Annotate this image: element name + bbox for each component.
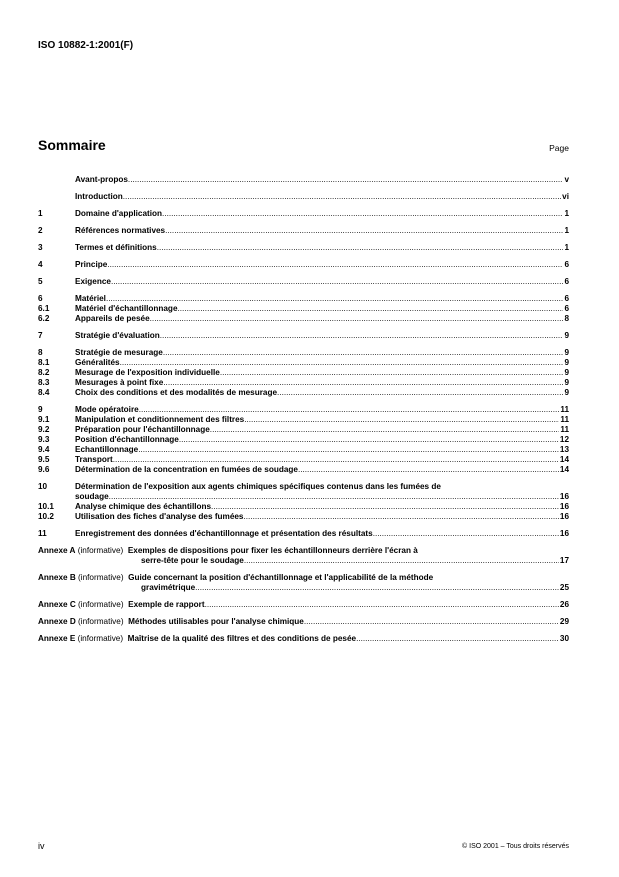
toc-entry-page: 26 [559,600,569,609]
annex-label: Annexe B [38,573,76,582]
toc-entry-page: 17 [559,556,569,565]
toc-leader-dots [113,455,559,465]
toc-entry-10-line2[interactable] [38,492,569,502]
toc-entry[interactable] [38,260,569,270]
toc-entry-title: Détermination de la concentration en fumées de soudage [75,465,298,474]
toc-entry-title: Utilisation des fiches d'analyse des fumées [75,512,244,521]
toc-entry-page: 11 [560,415,569,424]
annex-label: Annexe C [38,600,76,609]
toc-leader-dots [244,512,559,522]
toc-entry-page: 9 [564,348,569,357]
toc-entry-number: 3 [38,243,43,252]
toc-group [38,331,569,341]
toc-entry-title-cont: soudage [75,492,109,501]
toc-entry-page: 29 [559,617,569,626]
toc-entry[interactable] [38,378,569,388]
toc-entry-title: Matériel [75,294,106,303]
toc-entry-number: 8.1 [38,358,50,367]
toc-entry-title: Exigence [75,277,111,286]
toc-entry-page: 9 [564,331,569,340]
toc-annex-line2[interactable] [38,583,569,593]
toc-annex-entry[interactable] [38,600,569,610]
toc-leader-dots [277,388,563,398]
toc-entry-page: 14 [559,465,569,474]
toc-leader-dots [165,226,563,236]
toc-leader-dots [111,277,563,287]
toc-leader-dots [205,600,559,610]
annex-label: Annexe A [38,546,76,555]
toc-entry[interactable] [38,348,569,358]
toc-entry-page: 6 [564,260,569,269]
toc-entry[interactable] [38,294,569,304]
toc-annex-line1 [38,573,569,583]
toc-entry-number: 5 [38,277,43,286]
toc-entry-number: 11 [38,529,47,538]
toc-entry-title: Transport [75,455,113,464]
toc-entry-page: 11 [560,425,569,434]
toc-entry[interactable] [38,445,569,455]
toc-leader-dots [211,502,559,512]
toc-entry[interactable] [38,243,569,253]
toc-entry-number: 2 [38,226,43,235]
annex-kind: (informative) [77,546,124,555]
toc-entry-page: 9 [564,368,569,377]
toc-leader-dots [106,294,563,304]
toc-leader-dots [120,358,564,368]
toc-entry[interactable] [38,304,569,314]
toc-group-annex [38,634,569,644]
toc-entry-number: 8 [38,348,43,357]
annex-kind: (informative) [78,617,124,626]
toc-entry-number: 9.1 [38,415,50,424]
toc-leader-dots [128,175,564,185]
annex-title: Exemple de rapport [128,600,205,609]
toc-entry-page: 9 [564,388,569,397]
toc-entry-page: 13 [559,445,569,454]
toc-leader-dots [373,529,559,539]
toc-entry-page: 9 [564,358,569,367]
annex-kind: (informative) [78,600,124,609]
toc-entry-title: Termes et définitions [75,243,157,252]
toc-group [38,209,569,219]
toc-entry-number: 6.2 [38,314,50,323]
toc-entry-number: 9.4 [38,445,50,454]
toc-entry-number: 4 [38,260,43,269]
toc-entry-page: 16 [559,502,569,511]
table-of-contents [38,175,569,651]
annex-label: Annexe D [38,617,76,626]
toc-leader-dots [244,415,559,425]
toc-group [38,243,569,253]
toc-entry-page: v [564,175,569,184]
toc-entry-number: 8.2 [38,368,50,377]
toc-leader-dots [138,445,559,455]
annex-title: Exemples de dispositions pour fixer les échantillonneurs derrière l'écran à [127,546,418,555]
annex-title: Guide concernant la position d'échantillonnage et l'applicabilité de la méthode [128,573,434,582]
annex-kind: (informative) [77,634,124,643]
toc-group-annex [38,600,569,610]
toc-entry[interactable] [38,175,569,185]
toc-entry[interactable] [38,435,569,445]
toc-entry-title: Mesurage de l'exposition individuelle [75,368,220,377]
toc-leader-dots [162,209,563,219]
toc-group-annex [38,546,569,566]
toc-group [38,405,569,475]
toc-entry-title: Références normatives [75,226,166,235]
toc-entry-number: 10 [38,482,48,491]
toc-entry-title: Analyse chimique des échantillons [75,502,212,511]
toc-entry-title: Domaine d'application [75,209,163,218]
toc-entry[interactable] [38,415,569,425]
toc-entry[interactable] [38,331,569,341]
toc-title: Sommaire [38,137,106,153]
toc-leader-dots [109,492,559,502]
toc-entry[interactable] [38,226,569,236]
toc-entry-title: Choix des conditions et des modalités de mesurage [75,388,278,397]
toc-entry[interactable] [38,192,569,202]
toc-entry-title: Détermination de l'exposition aux agents chimiques spécifiques contenus dans les fumées de [75,482,441,491]
toc-entry-title: Enregistrement des données d'échantillonnage et présentation des résultats [75,529,373,538]
toc-entry-number: 9 [38,405,43,414]
toc-entry[interactable] [38,368,569,378]
toc-entry-page: 6 [564,294,569,303]
toc-leader-dots [210,425,560,435]
toc-entry-title: Stratégie de mesurage [75,348,163,357]
toc-entry[interactable] [38,529,569,539]
toc-entry-page: 1 [564,243,569,252]
footer-page-number: iv [38,841,45,851]
toc-entry-page: 16 [559,492,569,501]
toc-entry-title: Principe [75,260,108,269]
document-id: ISO 10882-1:2001(F) [38,40,134,51]
toc-entry[interactable] [38,405,569,415]
toc-leader-dots [220,368,564,378]
toc-entry-title: Généralités [75,358,120,367]
toc-entry-number: 1 [38,209,43,218]
toc-entry[interactable] [38,425,569,435]
toc-entry-page: 14 [559,455,569,464]
toc-entry-title: Echantillonnage [75,445,139,454]
annex-kind: (informative) [78,573,124,582]
toc-entry-page: 11 [560,405,569,414]
toc-entry-title: Position d'échantillonnage [75,435,179,444]
toc-entry-title: Introduction [75,192,123,201]
toc-leader-dots [160,331,564,341]
toc-leader-dots [163,378,563,388]
toc-entry-number: 9.6 [38,465,50,474]
toc-entry-title: Préparation pour l'échantillonnage [75,425,210,434]
footer-copyright: © ISO 2001 – Tous droits réservés [462,843,569,850]
toc-leader-dots [356,634,559,644]
toc-group-section-10 [38,482,569,522]
toc-annex-line1 [38,546,569,556]
toc-group [38,192,569,202]
toc-entry-number: 6 [38,294,43,303]
toc-leader-dots [107,260,563,270]
toc-entry-number: 8.3 [38,378,50,387]
toc-entry[interactable] [38,358,569,368]
page-column-label: Page [549,143,569,153]
toc-annex-entry[interactable] [38,617,569,627]
toc-annex-line2[interactable] [38,556,569,566]
toc-leader-dots [139,405,560,415]
annex-title-cont: serre-tête pour le soudage [141,556,244,565]
toc-entry-page: 1 [564,226,569,235]
toc-entry-number: 8.4 [38,388,50,397]
toc-entry[interactable] [38,388,569,398]
toc-entry-number: 10.2 [38,512,54,521]
toc-entry-title: Mode opératoire [75,405,139,414]
annex-title: Maîtrise de la qualité des filtres et des conditions de pesée [127,634,357,643]
toc-entry-page: 16 [559,529,569,538]
toc-entry-page: 12 [559,435,569,444]
toc-entry-title: Avant-propos [75,175,128,184]
toc-entry-title: Appareils de pesée [75,314,150,323]
toc-entry[interactable] [38,465,569,475]
toc-leader-dots [244,556,559,566]
toc-entry[interactable] [38,512,569,522]
toc-entry[interactable] [38,314,569,324]
toc-entry-page: 6 [564,304,569,313]
toc-entry[interactable] [38,209,569,219]
toc-group [38,175,569,185]
toc-entry-page: 30 [559,634,569,643]
toc-leader-dots [195,583,559,593]
toc-entry-page: 1 [564,209,569,218]
toc-entry-page: 8 [564,314,569,323]
toc-leader-dots [179,435,559,445]
toc-entry-10-line1 [38,482,569,492]
toc-entry-page: vi [562,192,569,201]
annex-title: Méthodes utilisables pour l'analyse chimique [128,617,304,626]
toc-entry-number: 9.5 [38,455,50,464]
toc-leader-dots [157,243,564,253]
toc-leader-dots [298,465,559,475]
toc-entry-page: 9 [564,378,569,387]
toc-annex-entry[interactable] [38,634,569,644]
annex-title-cont: gravimétrique [141,583,196,592]
toc-group [38,348,569,398]
toc-entry-title: Stratégie d'évaluation [75,331,160,340]
toc-entry-page: 16 [559,512,569,521]
toc-group [38,294,569,324]
toc-leader-dots [163,348,564,358]
toc-entry-number: 7 [38,331,43,340]
toc-leader-dots [150,314,564,324]
annex-label: Annexe E [38,634,76,643]
toc-group-section-11 [38,529,569,539]
toc-group [38,260,569,270]
toc-entry[interactable] [38,277,569,287]
toc-entry-page: 6 [564,277,569,286]
toc-group [38,277,569,287]
toc-entry-number: 10.1 [38,502,54,511]
toc-leader-dots [178,304,564,314]
toc-entry[interactable] [38,455,569,465]
toc-group-annex [38,573,569,593]
toc-group-annex [38,617,569,627]
toc-leader-dots [123,192,561,202]
toc-entry-title: Manipulation et conditionnement des filtres [75,415,245,424]
toc-leader-dots [304,617,559,627]
toc-entry-number: 9.2 [38,425,50,434]
toc-entry-number: 6.1 [38,304,50,313]
toc-entry-title: Mesurages à point fixe [75,378,164,387]
toc-entry-number: 9.3 [38,435,50,444]
toc-entry-page: 25 [559,583,569,592]
toc-entry[interactable] [38,502,569,512]
toc-entry-title: Matériel d'échantillonnage [75,304,178,313]
toc-group [38,226,569,236]
